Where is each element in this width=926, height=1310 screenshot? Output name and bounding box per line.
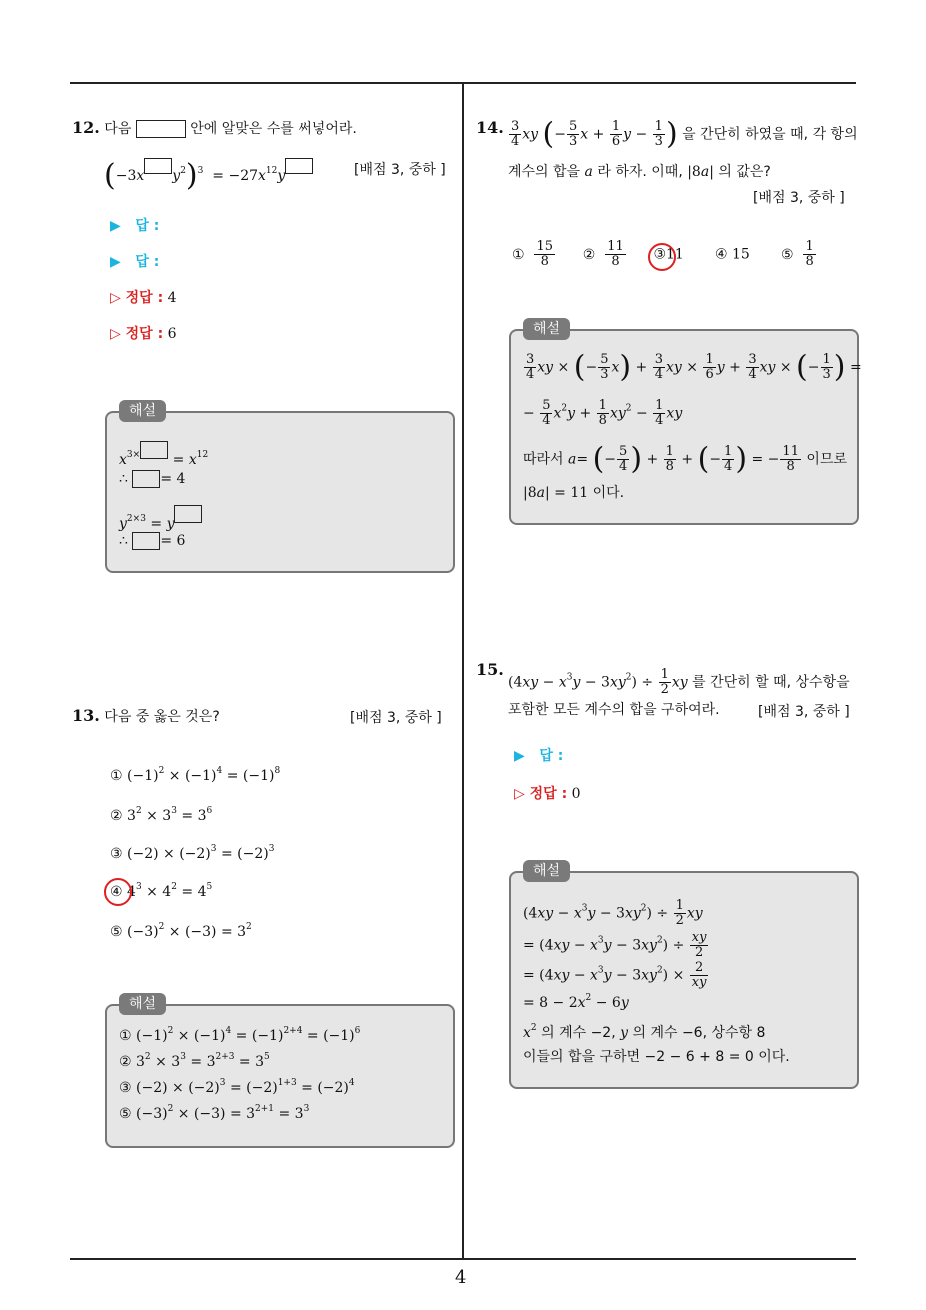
explanation-tag: 해설 [119, 400, 166, 422]
option-4[interactable]: ④ $4^3 \times 4^2 = 4^5$ [110, 882, 213, 900]
explanation-box: 해설 $x^{3\times} = x^{12}$ ∴ = 4 $y^{2\times 3} = y$ ∴ = 6 [105, 411, 455, 573]
selected-answer-circle [648, 243, 676, 271]
triangle-icon: ▷ [514, 786, 530, 802]
selected-answer-circle [104, 878, 132, 906]
play-icon: ▶ [110, 254, 136, 270]
correct-answer: ▷ 정답 : 0 [514, 786, 581, 802]
question-number: 14. [476, 118, 504, 137]
answer-line[interactable]: ▶ 답 : [514, 748, 564, 764]
option-2[interactable]: ② $3^2 \times 3^3 = 3^6$ [110, 806, 213, 824]
explanation-tag: 해설 [523, 860, 570, 882]
score-badge: [배점 3, 중하 ] [350, 710, 442, 726]
page-number: 4 [455, 1267, 467, 1288]
option-4[interactable]: ④ 15 [714, 246, 750, 263]
option-1[interactable]: ① $\frac{15}{8}$ [512, 239, 554, 269]
correct-answer-2: ▷ 정답 : 6 [110, 326, 177, 342]
question-15-expression: $(4xy - x^3y - 3xy^2)$ ÷ $\frac{1}{2}$ xy 를 간단히 할 때, 상수항을 [508, 667, 850, 697]
triangle-icon: ▷ [110, 326, 126, 342]
score-badge: [배점 3, 중하 ] [354, 162, 446, 178]
option-1[interactable]: ① $(-1)^2 \times (-1)^4 = (-1)^8$ [110, 766, 281, 784]
question-number: 12. [72, 118, 100, 137]
answer-blank[interactable] [136, 120, 186, 138]
question-number: 15. [476, 660, 504, 679]
answer-line-2[interactable]: ▶ 답 : [110, 254, 160, 270]
option-2[interactable]: ② $\frac{11}{8}$ [582, 239, 624, 269]
option-3[interactable]: ③11 [653, 246, 684, 263]
score-badge: [배점 3, 중하 ] [753, 190, 845, 206]
play-icon: ▶ [514, 748, 540, 764]
score-badge: [배점 3, 중하 ] [758, 704, 850, 720]
explanation-tag: 해설 [119, 993, 166, 1015]
question-14-expression: $\frac{3}{4}$ xy (− $\frac{5}{3}$ x + $\frac{1}{6}$ y − $\frac{1}{3}$ ) 을 간단히 하였을 때, 각 항의 [511, 116, 858, 152]
question-12-equation: (−3x $y^2)^3 = -27x^{12}y$ [104, 158, 313, 186]
play-icon: ▶ [110, 218, 136, 234]
explanation-box: 해설 $(4xy - x^3y - 3xy^2)$ ÷ $\frac{1}{2}$ xy = $(4xy - x^3y - 3xy^2)$ ÷ $\frac{xy}{2}$ = $(4xy - x^3y - 3xy^2)$ × $\frac{2}{xy}$ = $8 - 2x^2 - 6y$ $x^2$ 의 계수 −2, y 의 계수 −6, 상수항 8 이들의 합을 구하면 −2 − 6 + 8 = 0 이다. [509, 871, 859, 1089]
question-number: 13. [72, 706, 100, 725]
explanation-tag: 해설 [523, 318, 570, 340]
correct-answer-1: ▷ 정답 : 4 [110, 290, 177, 306]
triangle-icon: ▷ [110, 290, 126, 306]
option-5[interactable]: ⑤ $\frac{1}{8}$ [780, 239, 814, 269]
explanation-box: 해설 ① $(-1)^2 \times (-1)^4 = (-1)^{2+4} = (-1)^6$ ② $3^2 \times 3^3 = 3^{2+3} = 3^5$ ③ $(-2) \times (-2)^3 = (-2)^{1+3} = (-2)^4$ ⑤ $(-3)^2 \times (-3) = 3^{2+1} = 3^3$ [105, 1004, 455, 1148]
bottom-rule [70, 1258, 856, 1260]
option-5[interactable]: ⑤ $(-3)^2 \times (-3) = 3^2$ [110, 922, 252, 940]
explanation-box: 해설 $\frac{3}{4}$ xy × (− $\frac{5}{3}$ x) + $\frac{3}{4}$ xy × $\frac{1}{6}$ y + $\frac{3}{4}$ xy × (− $\frac{1}{3}$ ) = − $\frac{5}{4}$ $x^2y$ + $\frac{1}{8}$ $xy^2$ − $\frac{1}{4}$ xy 따라서 a= (− $\frac{5}{4}$ ) + $\frac{1}{8}$ + (− $\frac{1}{4}$ ) = − $\frac{11}{8}$ 이므로 |8a| = 11 이다. [509, 329, 859, 525]
answer-line-1[interactable]: ▶ 답 : [110, 218, 160, 234]
option-3[interactable]: ③ $(-2) \times (-2)^3 = (-2)^3$ [110, 844, 275, 862]
column-divider [462, 84, 464, 1259]
